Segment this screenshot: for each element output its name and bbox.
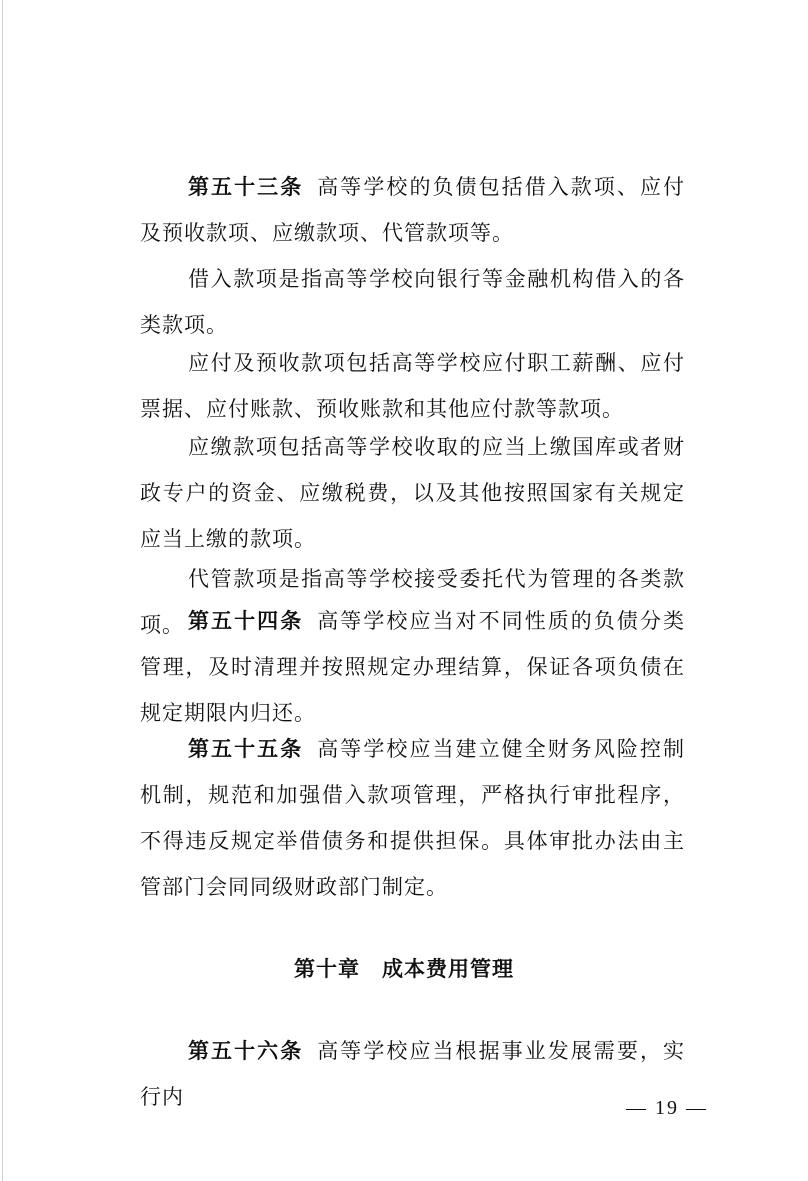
- article-55-number: 第五十五条: [188, 737, 304, 761]
- page-number: — 19 —: [626, 1097, 708, 1119]
- article-56-number: 第五十六条: [188, 1039, 304, 1063]
- article-54-paragraph: [140, 598, 685, 736]
- payables-paragraph: 应付及预收款项包括高等学校应付职工薪酬、应付票据、应付账款、预收账款和其他应付款等款项。: [140, 351, 685, 421]
- chapter-number: 第十章: [294, 957, 360, 981]
- article-56-text: 高等学校应当根据事业发展需要，实行内: [140, 1039, 685, 1109]
- article-53-text: 高等学校的负债包括借入款项、应付及预收款项、应缴款项、代管款项等。: [140, 175, 685, 245]
- scan-edge-line: [2, 0, 3, 1181]
- remittance-paragraph: 应缴款项包括高等学校收取的应当上缴国库或者财政专户的资金、应缴税费，以及其他按照国家有关规定应当上缴的款项。: [140, 435, 685, 551]
- article-54-text: 高等学校应当对不同性质的负债分类管理，及时清理并按照规定办理结算，保证各项负债在规定期限内归还。: [140, 609, 685, 725]
- article-54-number: 第五十四条: [188, 609, 304, 633]
- article-56-paragraph: [140, 1028, 685, 1120]
- custody-funds-paragraph: 代管款项是指高等学校接受委托代为管理的各类款项。: [140, 567, 685, 637]
- article-55-paragraph: [140, 726, 685, 910]
- article-55-text: 高等学校应当建立健全财务风险控制机制，规范和加强借入款项管理，严格执行审批程序，不得违反规定举借债务和提供担保。具体审批办法由主管部门会同同级财政部门制定。: [140, 737, 685, 899]
- article-53-paragraph: [140, 164, 685, 256]
- article-53-number: 第五十三条: [188, 175, 304, 199]
- borrowed-funds-paragraph: 借入款项是指高等学校向银行等金融机构借入的各类款项。: [140, 267, 685, 337]
- chapter-heading: [0, 953, 808, 983]
- chapter-title: 成本费用管理: [382, 957, 514, 981]
